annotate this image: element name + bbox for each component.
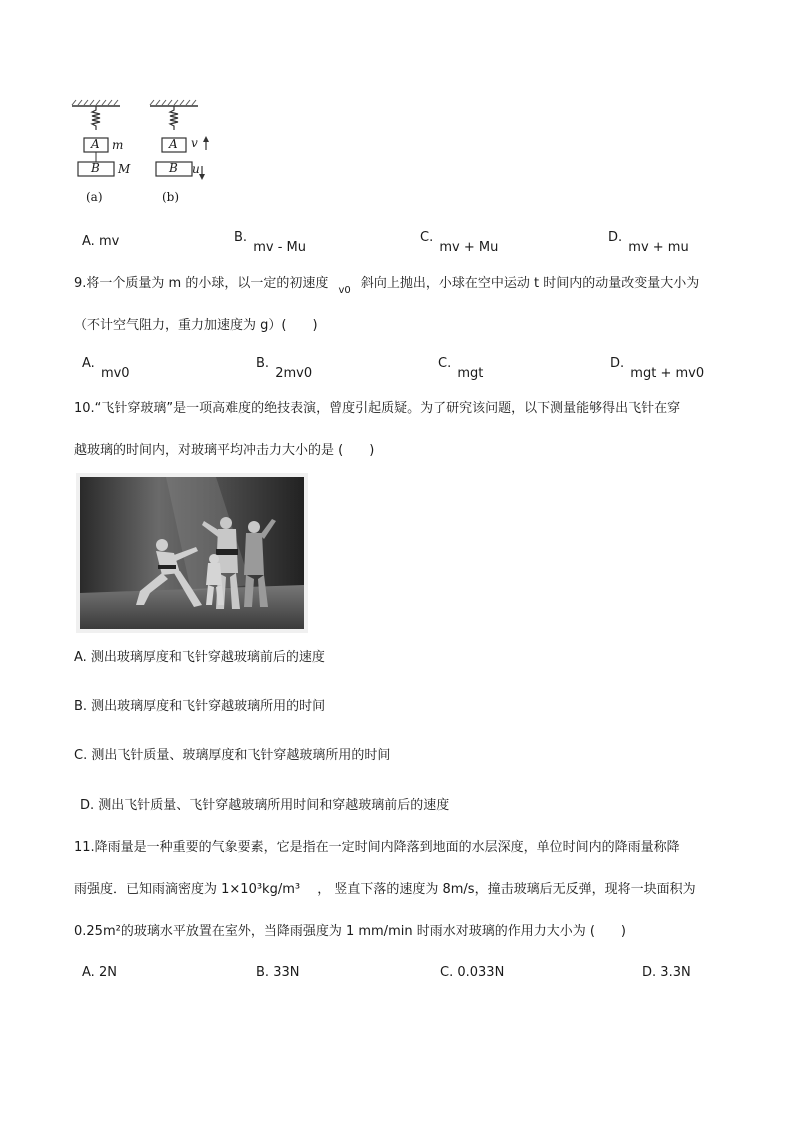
q9-option-a[interactable] xyxy=(82,356,130,381)
q11-option-d-letter: D. xyxy=(642,965,657,980)
spring-block-figure xyxy=(70,98,220,210)
q9-line-1 xyxy=(74,276,700,296)
q8-option-c-text: mv + Mu xyxy=(439,240,499,255)
q11-option-a-text: 2N xyxy=(98,965,117,980)
label-velocity-u: u xyxy=(192,162,200,176)
q11-option-a-letter: A. xyxy=(82,965,95,980)
q10-option-c[interactable]: C. 测出飞针质量、玻璃厚度和飞针穿越玻璃所用的时间 xyxy=(74,748,391,763)
q8-option-b[interactable] xyxy=(234,230,306,255)
label-mass-M: M xyxy=(118,162,131,176)
performance-photo-drawing xyxy=(76,473,308,633)
q9-option-c-letter: C. xyxy=(438,356,452,371)
spring-a xyxy=(92,106,100,130)
q8-option-d[interactable] xyxy=(608,230,689,255)
q11-option-b-text: 33N xyxy=(273,965,300,980)
q8-option-b-letter: B. xyxy=(234,230,248,245)
q11-line-2: 雨强度．已知雨滴密度为 1×10³kg/m³ ， 竖直下落的速度为 8m/s，撞击玻璃后无反弹，现将一块面积为 xyxy=(74,882,696,897)
q9-option-d[interactable] xyxy=(610,356,705,381)
q10-line-1: 10.“飞针穿玻璃”是一项高难度的绝技表演，曾度引起质疑。为了研究该问题，以下测量能够得出飞针在穿 xyxy=(74,401,681,416)
q8-option-b-text: mv - Mu xyxy=(253,240,306,255)
q9-option-b-letter: B. xyxy=(256,356,270,371)
q9-initial-velocity: v0 xyxy=(338,285,351,296)
q10-option-d[interactable]: D. 测出飞针质量、飞针穿越玻璃所用时间和穿越玻璃前后的速度 xyxy=(80,798,450,813)
q8-option-d-text: mv + mu xyxy=(628,240,689,255)
q9-option-d-text: mgt + mv0 xyxy=(630,366,705,381)
q11-option-c[interactable] xyxy=(440,965,504,981)
q9-option-b[interactable] xyxy=(256,356,313,381)
q8-option-a-letter: A. xyxy=(82,234,95,249)
q9-option-c[interactable] xyxy=(438,356,484,381)
spring-b xyxy=(170,106,178,130)
q9-option-a-text: mv0 xyxy=(100,366,130,381)
label-block-a-right: A xyxy=(169,137,178,151)
label-mass-m: m xyxy=(112,138,124,152)
q9-line-2: （不计空气阻力，重力加速度为 g）( ) xyxy=(74,318,318,333)
q11-option-b-letter: B. xyxy=(256,965,270,980)
q8-option-c[interactable] xyxy=(420,230,499,255)
q8-option-a-text: mv xyxy=(98,234,120,249)
q10-option-b[interactable]: B. 测出玻璃厚度和飞针穿越玻璃所用的时间 xyxy=(74,699,326,714)
label-block-b-right: B xyxy=(169,161,178,175)
q11-line-1: 11.降雨量是一种重要的气象要素，它是指在一定时间内降落到地面的水层深度，单位时间内的降雨量称降 xyxy=(74,840,680,855)
q11-option-a[interactable] xyxy=(82,965,117,981)
caption-a: (a) xyxy=(86,190,103,204)
arrow-up xyxy=(203,136,209,150)
q11-option-c-text: 0.033N xyxy=(457,965,505,980)
ceiling-b xyxy=(150,100,198,106)
q9-option-d-letter: D. xyxy=(610,356,625,371)
q9-line-1-part-1: 9.将一个质量为 m 的小球，以一定的初速度 xyxy=(74,276,329,291)
q10-line-2: 越玻璃的时间内，对玻璃平均冲击力大小的是 ( ) xyxy=(74,443,375,458)
q9-line-1-part-2: 斜向上抛出，小球在空中运动 t 时间内的动量改变量大小为 xyxy=(360,276,700,291)
q10-option-a[interactable]: A. 测出玻璃厚度和飞针穿越玻璃前后的速度 xyxy=(74,650,325,665)
q9-option-a-letter: A. xyxy=(82,356,95,371)
q8-option-d-letter: D. xyxy=(608,230,623,245)
label-block-b-left: B xyxy=(91,161,100,175)
q8-option-c-letter: C. xyxy=(420,230,434,245)
performance-photo xyxy=(76,473,308,633)
q11-option-d-text: 3.3N xyxy=(660,965,691,980)
label-block-a-left: A xyxy=(91,137,100,151)
q9-option-b-text: 2mv0 xyxy=(275,366,313,381)
q11-option-c-letter: C. xyxy=(440,965,454,980)
q11-option-b[interactable] xyxy=(256,965,299,981)
q9-option-c-text: mgt xyxy=(457,366,484,381)
q11-option-d[interactable] xyxy=(642,965,691,981)
ceiling-a xyxy=(72,100,120,106)
arrow-down xyxy=(199,166,205,180)
q11-line-3: 0.25m²的玻璃水平放置在室外，当降雨强度为 1 mm/min 时雨水对玻璃的作用力大小为 ( ) xyxy=(74,924,626,939)
q8-option-a[interactable] xyxy=(82,234,119,249)
label-velocity-v: v xyxy=(191,136,198,150)
caption-b: (b) xyxy=(162,190,180,204)
